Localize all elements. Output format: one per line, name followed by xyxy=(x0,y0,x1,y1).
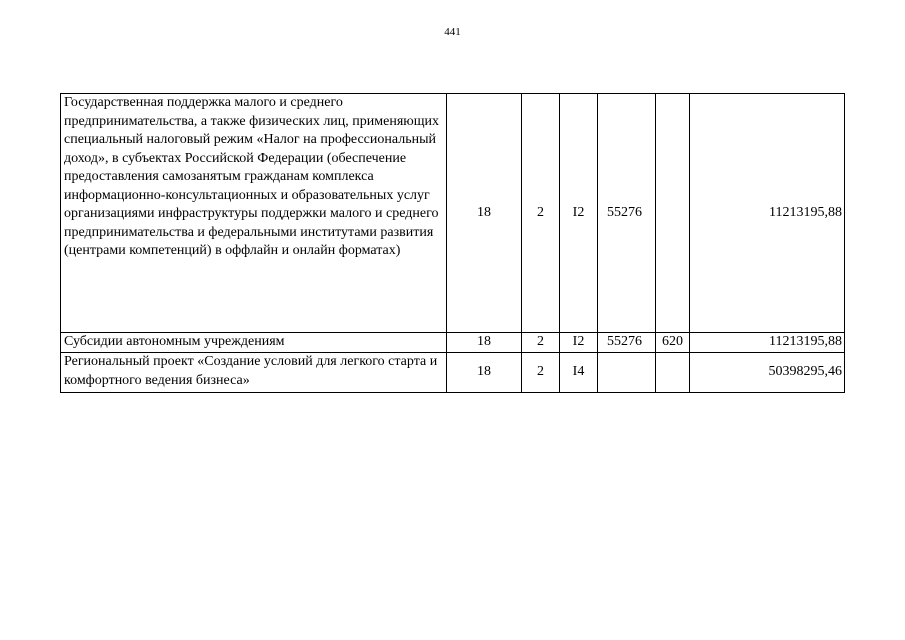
row-amount: 11213195,88 xyxy=(690,94,845,333)
page-number: 441 xyxy=(444,26,461,38)
row-direction: 55276 xyxy=(598,94,656,333)
row-program: 18 xyxy=(447,333,522,353)
row-name: Региональный проект «Создание условий для легкого старта и комфортного ведения бизнеса» xyxy=(61,353,447,393)
row-subprogram: 2 xyxy=(522,353,560,393)
row-program: 18 xyxy=(447,353,522,393)
row-expense-type xyxy=(656,94,690,333)
row-amount: 50398295,46 xyxy=(690,353,845,393)
row-project: I4 xyxy=(560,353,598,393)
row-expense-type xyxy=(656,353,690,393)
row-subprogram: 2 xyxy=(522,333,560,353)
row-program: 18 xyxy=(447,94,522,333)
row-amount: 11213195,88 xyxy=(690,333,845,353)
table-row xyxy=(61,353,845,393)
row-expense-type: 620 xyxy=(656,333,690,353)
table-row xyxy=(61,333,845,353)
row-name: Субсидии автономным учреждениям xyxy=(61,333,447,353)
budget-table xyxy=(60,93,845,393)
row-subprogram: 2 xyxy=(522,94,560,333)
row-project: I2 xyxy=(560,94,598,333)
row-direction: 55276 xyxy=(598,333,656,353)
row-name: Государственная поддержка малого и среднего предпринимательства, а также физических лиц, применяющих специальный налоговый режим «Налог на профессиональный доход», в субъектах Российской Федерации (обеспечение предоставления самозанятым гражданам комплекса информационно-консультационных и образовательных услуг организациями инфраструктуры поддержки малого и среднего предпринимательства и федеральными институтами развития (центрами компетенций) в оффлайн и онлайн форматах) xyxy=(61,94,447,333)
table-row xyxy=(61,94,845,333)
row-direction xyxy=(598,353,656,393)
row-project: I2 xyxy=(560,333,598,353)
